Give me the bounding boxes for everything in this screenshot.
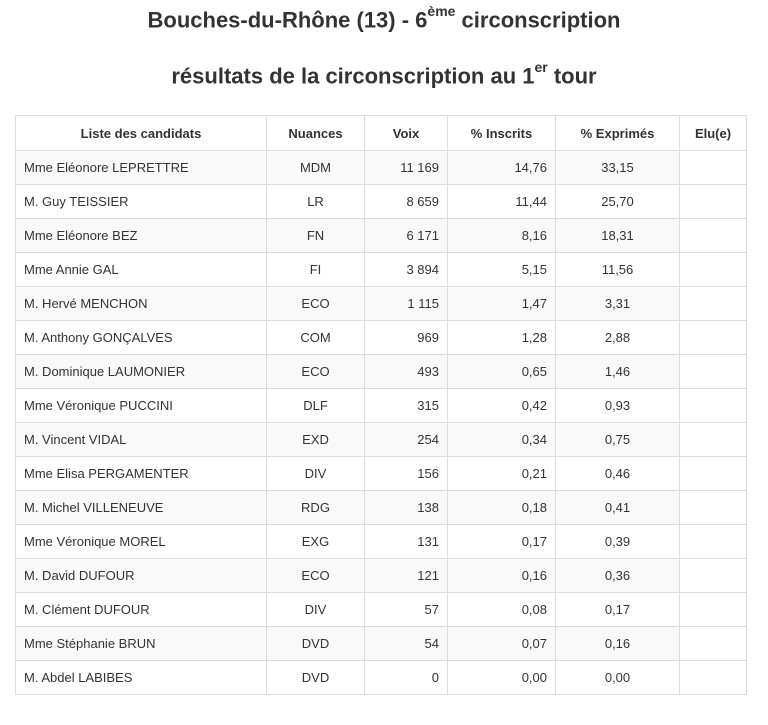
nuance-cell: DIV: [267, 593, 365, 627]
candidate-name-cell: M. David DUFOUR: [16, 559, 267, 593]
candidate-name-cell: M. Dominique LAUMONIER: [16, 355, 267, 389]
subtitle-end: tour: [547, 63, 597, 89]
candidate-name-cell: Mme Véronique PUCCINI: [16, 389, 267, 423]
table-row: [16, 355, 747, 389]
elu-cell: [680, 185, 747, 219]
inscrits-cell: 14,76: [448, 151, 556, 185]
inscrits-cell: 0,17: [448, 525, 556, 559]
page-subtitle: [0, 59, 768, 89]
elu-cell: [680, 423, 747, 457]
exprimes-cell: 0,75: [556, 423, 680, 457]
candidate-name-cell: Mme Eléonore BEZ: [16, 219, 267, 253]
exprimes-cell: 25,70: [556, 185, 680, 219]
exprimes-cell: 0,41: [556, 491, 680, 525]
title-end: circonscription: [455, 7, 621, 33]
table-row: [16, 389, 747, 423]
elu-cell: [680, 525, 747, 559]
candidate-name-cell: M. Vincent VIDAL: [16, 423, 267, 457]
table-row: [16, 491, 747, 525]
exprimes-cell: 0,17: [556, 593, 680, 627]
table-row: [16, 559, 747, 593]
candidate-name-cell: M. Clément DUFOUR: [16, 593, 267, 627]
voix-cell: 121: [365, 559, 448, 593]
table-row: [16, 457, 747, 491]
candidate-name-cell: Mme Annie GAL: [16, 253, 267, 287]
nuance-cell: LR: [267, 185, 365, 219]
candidate-name-cell: M. Michel VILLENEUVE: [16, 491, 267, 525]
elu-cell: [680, 593, 747, 627]
inscrits-cell: 0,42: [448, 389, 556, 423]
voix-cell: 11 169: [365, 151, 448, 185]
subtitle-main: résultats de la circonscription au 1: [171, 63, 535, 89]
voix-cell: 493: [365, 355, 448, 389]
page-title: [0, 3, 768, 33]
candidate-name-cell: Mme Stéphanie BRUN: [16, 627, 267, 661]
table-row: [16, 423, 747, 457]
inscrits-cell: 1,47: [448, 287, 556, 321]
nuance-cell: DLF: [267, 389, 365, 423]
subtitle-superscript: er: [534, 59, 548, 75]
title-main: Bouches-du-Rhône (13) - 6: [147, 7, 428, 33]
inscrits-cell: 0,34: [448, 423, 556, 457]
nuance-cell: EXG: [267, 525, 365, 559]
inscrits-cell: 5,15: [448, 253, 556, 287]
candidate-name-cell: Mme Elisa PERGAMENTER: [16, 457, 267, 491]
exprimes-cell: 0,39: [556, 525, 680, 559]
elu-cell: [680, 389, 747, 423]
column-header-nuances: Nuances: [267, 116, 365, 151]
voix-cell: 57: [365, 593, 448, 627]
table-row: [16, 253, 747, 287]
voix-cell: 54: [365, 627, 448, 661]
table-header-row: [16, 116, 747, 151]
nuance-cell: ECO: [267, 559, 365, 593]
table-body: [16, 151, 747, 695]
elu-cell: [680, 661, 747, 695]
nuance-cell: EXD: [267, 423, 365, 457]
inscrits-cell: 11,44: [448, 185, 556, 219]
voix-cell: 3 894: [365, 253, 448, 287]
voix-cell: 6 171: [365, 219, 448, 253]
candidate-name-cell: M. Hervé MENCHON: [16, 287, 267, 321]
column-header-inscrits: % Inscrits: [448, 116, 556, 151]
nuance-cell: DIV: [267, 457, 365, 491]
candidate-name-cell: Mme Véronique MOREL: [16, 525, 267, 559]
elu-cell: [680, 627, 747, 661]
elu-cell: [680, 219, 747, 253]
column-header-candidats: Liste des candidats: [16, 116, 267, 151]
exprimes-cell: 0,00: [556, 661, 680, 695]
elu-cell: [680, 253, 747, 287]
voix-cell: 969: [365, 321, 448, 355]
elu-cell: [680, 491, 747, 525]
exprimes-cell: 11,56: [556, 253, 680, 287]
inscrits-cell: 0,08: [448, 593, 556, 627]
inscrits-cell: 0,21: [448, 457, 556, 491]
elu-cell: [680, 457, 747, 491]
exprimes-cell: 18,31: [556, 219, 680, 253]
exprimes-cell: 2,88: [556, 321, 680, 355]
nuance-cell: DVD: [267, 661, 365, 695]
table-row: [16, 287, 747, 321]
table-row: [16, 525, 747, 559]
voix-cell: 254: [365, 423, 448, 457]
voix-cell: 131: [365, 525, 448, 559]
inscrits-cell: 0,00: [448, 661, 556, 695]
candidate-name-cell: M. Guy TEISSIER: [16, 185, 267, 219]
exprimes-cell: 0,93: [556, 389, 680, 423]
elu-cell: [680, 321, 747, 355]
nuance-cell: ECO: [267, 355, 365, 389]
inscrits-cell: 0,07: [448, 627, 556, 661]
table-row: [16, 593, 747, 627]
exprimes-cell: 3,31: [556, 287, 680, 321]
candidate-name-cell: Mme Eléonore LEPRETTRE: [16, 151, 267, 185]
exprimes-cell: 0,16: [556, 627, 680, 661]
elu-cell: [680, 151, 747, 185]
column-header-exprimes: % Exprimés: [556, 116, 680, 151]
voix-cell: 1 115: [365, 287, 448, 321]
voix-cell: 0: [365, 661, 448, 695]
elu-cell: [680, 287, 747, 321]
nuance-cell: COM: [267, 321, 365, 355]
nuance-cell: RDG: [267, 491, 365, 525]
table-row: [16, 185, 747, 219]
nuance-cell: ECO: [267, 287, 365, 321]
inscrits-cell: 0,16: [448, 559, 556, 593]
inscrits-cell: 8,16: [448, 219, 556, 253]
voix-cell: 8 659: [365, 185, 448, 219]
table-row: [16, 661, 747, 695]
inscrits-cell: 0,65: [448, 355, 556, 389]
exprimes-cell: 0,46: [556, 457, 680, 491]
nuance-cell: FI: [267, 253, 365, 287]
elu-cell: [680, 355, 747, 389]
column-header-voix: Voix: [365, 116, 448, 151]
results-table: [15, 115, 747, 695]
nuance-cell: DVD: [267, 627, 365, 661]
inscrits-cell: 1,28: [448, 321, 556, 355]
column-header-elu: Elu(e): [680, 116, 747, 151]
exprimes-cell: 1,46: [556, 355, 680, 389]
voix-cell: 156: [365, 457, 448, 491]
voix-cell: 315: [365, 389, 448, 423]
table-row: [16, 151, 747, 185]
nuance-cell: FN: [267, 219, 365, 253]
nuance-cell: MDM: [267, 151, 365, 185]
elu-cell: [680, 559, 747, 593]
inscrits-cell: 0,18: [448, 491, 556, 525]
exprimes-cell: 33,15: [556, 151, 680, 185]
candidate-name-cell: M. Anthony GONÇALVES: [16, 321, 267, 355]
voix-cell: 138: [365, 491, 448, 525]
candidate-name-cell: M. Abdel LABIBES: [16, 661, 267, 695]
table-row: [16, 627, 747, 661]
table-row: [16, 321, 747, 355]
exprimes-cell: 0,36: [556, 559, 680, 593]
title-superscript: ème: [427, 3, 456, 19]
table-row: [16, 219, 747, 253]
